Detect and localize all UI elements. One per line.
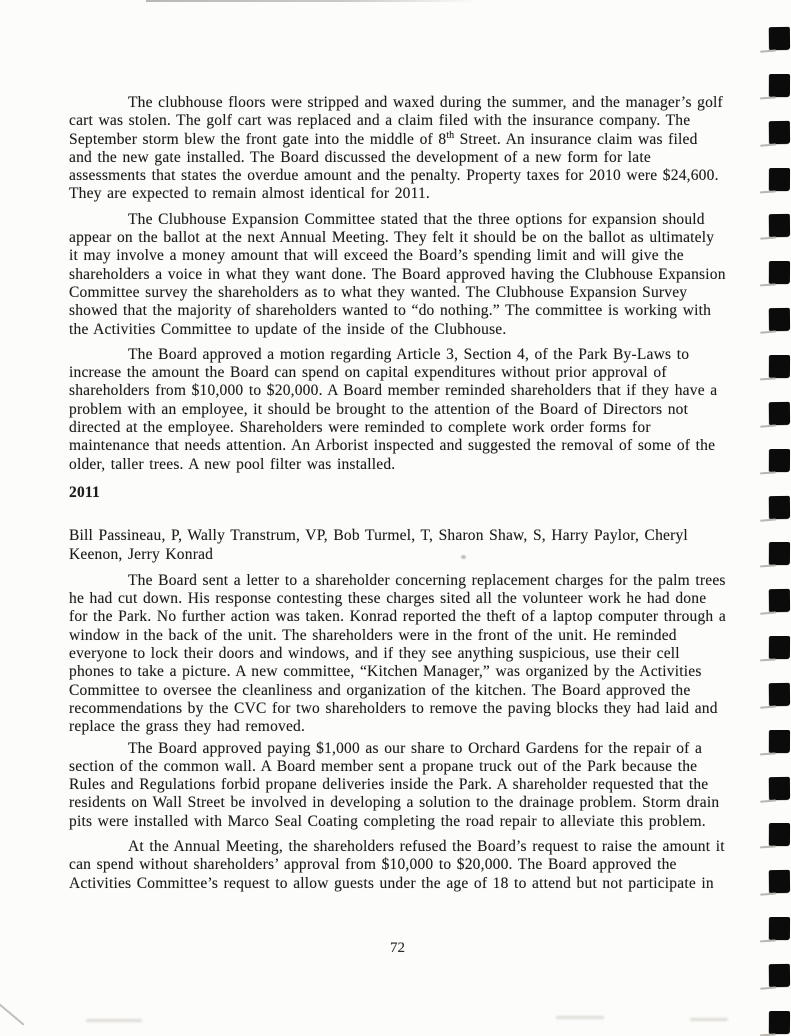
binding-mark bbox=[769, 917, 790, 940]
binding-mark bbox=[769, 74, 790, 97]
binding-mark-shadow bbox=[760, 424, 776, 427]
binding-mark-shadow bbox=[760, 658, 776, 661]
document-text bbox=[69, 94, 726, 893]
paragraph-text: Street. An insurance claim was filed and the new gate installed. The Board discussed the development of a new form for late assessments that states the overdue amount and the penalty. Property taxes for 2010 were $24,600. They are expected to remain almost identical for 2011. bbox=[69, 130, 719, 203]
binding-mark bbox=[769, 730, 790, 753]
binding-mark-shadow bbox=[760, 565, 776, 568]
binding-mark bbox=[769, 776, 790, 799]
paragraph-text: The clubhouse floors were stripped and waxed during the summer, and the manager’s golf cart was stolen. The golf cart was replaced and a claim filed with the insurance company. The September storm blew the front gate into the middle of 8 bbox=[69, 94, 723, 148]
scan-smudge bbox=[86, 1019, 142, 1022]
binding-mark bbox=[769, 589, 790, 612]
binding-mark-shadow bbox=[760, 237, 776, 240]
binding-mark bbox=[769, 683, 790, 706]
binding-mark-shadow bbox=[760, 284, 776, 287]
binding-mark-shadow bbox=[760, 471, 776, 474]
binding-mark-shadow bbox=[760, 986, 776, 989]
binding-mark-shadow bbox=[760, 612, 776, 615]
binding-mark bbox=[769, 823, 790, 846]
binding-mark-shadow bbox=[760, 846, 776, 849]
binding-mark-shadow bbox=[760, 518, 776, 521]
binding-mark bbox=[769, 27, 790, 50]
binding-mark bbox=[769, 495, 790, 518]
binding-mark-shadow bbox=[760, 190, 776, 193]
paragraph-expansion-committee: The Clubhouse Expansion Committee stated that the three options for expansion should appear on the ballot at the next Annual Meeting. They felt it should be on the ballot as ultimately it may involve a money amount that will exceed the Board’s spending limit and will give the shareholders a voice in what they want done. The Board approved having the Clubhouse Expansion Committee survey the shareholders as to what they wanted. The Clubhouse Expansion Survey showed that the majority of shareholders wanted to “do nothing.” The committee is working with the Activities Committee to update of the inside of the Clubhouse. bbox=[69, 210, 726, 338]
binding-mark bbox=[769, 121, 790, 144]
binding-mark bbox=[769, 167, 790, 190]
binding-mark bbox=[769, 214, 790, 237]
binding-mark-shadow bbox=[760, 377, 776, 380]
scan-smudge bbox=[690, 1018, 728, 1021]
binding-mark bbox=[769, 449, 790, 472]
binding-mark-shadow bbox=[760, 331, 776, 334]
binding-mark bbox=[769, 1011, 790, 1034]
binding-mark bbox=[769, 308, 790, 331]
board-officers-line: Bill Passineau, P, Wally Transtrum, VP, Bob Turmel, T, Sharon Shaw, S, Harry Paylor, Cheryl Keenon, Jerry Konrad bbox=[69, 527, 688, 563]
binding-mark bbox=[769, 542, 790, 565]
paragraph-annual-meeting: At the Annual Meeting, the shareholders refused the Board’s request to raise the amount it can spend without shareholders’ approval from $10,000 to $20,000. The Board approved the Activities Committee’s request to allow guests under the age of 18 to attend but not participate in bbox=[69, 837, 725, 892]
binding-marks-column bbox=[749, 0, 791, 1024]
scan-corner-artifact bbox=[0, 1001, 25, 1026]
binding-mark-shadow bbox=[760, 940, 776, 943]
binding-mark bbox=[769, 870, 790, 893]
binding-mark bbox=[769, 355, 790, 378]
binding-mark-shadow bbox=[760, 893, 776, 896]
paragraph-bylaws-motion: The Board approved a motion regarding Article 3, Section 4, of the Park By-Laws to increase the amount the Board can spend on capital expenditures without prior approval of shareholders from $10,000 to $20,000. A Board member reminded shareholders that if they have a problem with an employee, it should be brought to the attention of the Board of Directors not directed at the employee. Shareholders were reminded to complete work order forms for maintenance that needs attention. An Arborist inspected and suggested the removal of some of the older, taller trees. A new pool filter was installed. bbox=[69, 345, 718, 473]
binding-mark bbox=[769, 636, 790, 659]
binding-mark bbox=[769, 964, 790, 987]
binding-mark-shadow bbox=[760, 799, 776, 802]
ordinal-superscript: th bbox=[446, 129, 455, 141]
paragraph-orchard-gardens: The Board approved paying $1,000 as our share to Orchard Gardens for the repair of a section of the common wall. A Board member sent a propane truck out of the Park because the Rules and Regulations forbid propane deliveries inside the Park. A shareholder requested that the residents on Wall Street be involved in developing a solution to the drainage problem. Storm drain pits were installed with Marco Seal Coating completing the road repair to alleviate this problem. bbox=[69, 739, 720, 830]
scan-edge-artifact bbox=[146, 0, 478, 2]
binding-mark-shadow bbox=[760, 705, 776, 708]
binding-mark bbox=[769, 402, 790, 425]
binding-mark-shadow bbox=[760, 49, 776, 52]
scan-smudge bbox=[556, 1016, 604, 1019]
binding-mark-shadow bbox=[760, 143, 776, 146]
paragraph-palm-trees: The Board sent a letter to a shareholder concerning replacement charges for the palm trees he had cut down. His response contesting these charges sited all the volunteer work he had done for the Park. No further action was taken. Konrad reported the theft of a laptop computer through a window in the back of the unit. The shareholders were in the front of the unit. He reminded everyone to lock their doors and windows, and if they see anything suspicious, use their cell phones to take a picture. A new committee, “Kitchen Manager,” was organized by the Activities Committee to oversee the cleanliness and organization of the kitchen. The Board approved the recommendations by the CVC for two shareholders to remove the paving blocks they had laid and replace the grass they had removed. bbox=[69, 571, 726, 736]
binding-mark-shadow bbox=[760, 96, 776, 99]
paragraph-clubhouse-floors bbox=[69, 94, 726, 204]
section-heading-year: 2011 bbox=[69, 483, 100, 501]
page-number: 72 bbox=[390, 940, 405, 956]
binding-mark-shadow bbox=[760, 752, 776, 755]
binding-mark bbox=[769, 261, 790, 284]
